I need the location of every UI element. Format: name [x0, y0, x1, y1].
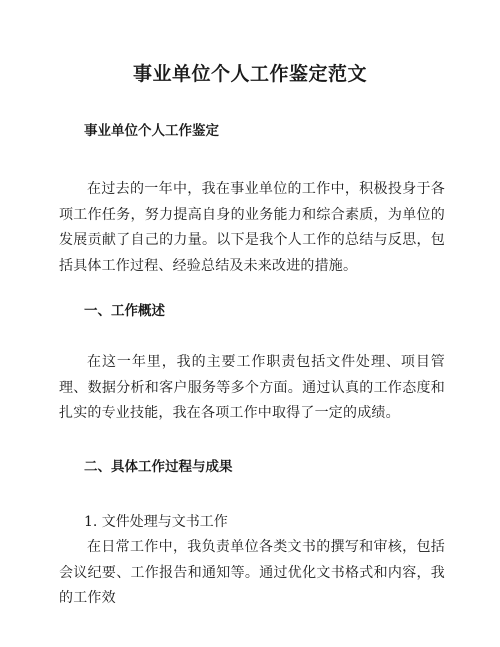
overview-paragraph: 在这一年里，我的主要工作职责包括文件处理、项目管理、数据分析和客户服务等多个方面。通过认真的工作态度和扎实的专业技能，我在各项工作中取得了一定的成绩。 [59, 354, 445, 421]
document-subtitle: 事业单位个人工作鉴定 [84, 123, 219, 139]
section-heading-overview: 一、工作概述 [84, 303, 165, 319]
intro-paragraph: 在过去的一年中，我在事业单位的工作中，积极投身于各项工作任务，努力提高自身的业务能力和综合素质，为单位的发展贡献了自己的力量。以下是我个人工作的总结与反思，包括具体工作过程、经验总结及未来改进的措施。 [59, 181, 445, 274]
section-heading-process: 二、具体工作过程与成果 [84, 459, 233, 475]
documents-paragraph: 在日常工作中，我负责单位各类文书的撰写和审核，包括会议纪要、工作报告和通知等。通过优化文书格式和内容，我的工作效 [59, 539, 445, 606]
subsection-heading-documents: 1. 文件处理与文书工作 [84, 514, 228, 530]
document-title: 事业单位个人工作鉴定范文 [132, 63, 367, 85]
